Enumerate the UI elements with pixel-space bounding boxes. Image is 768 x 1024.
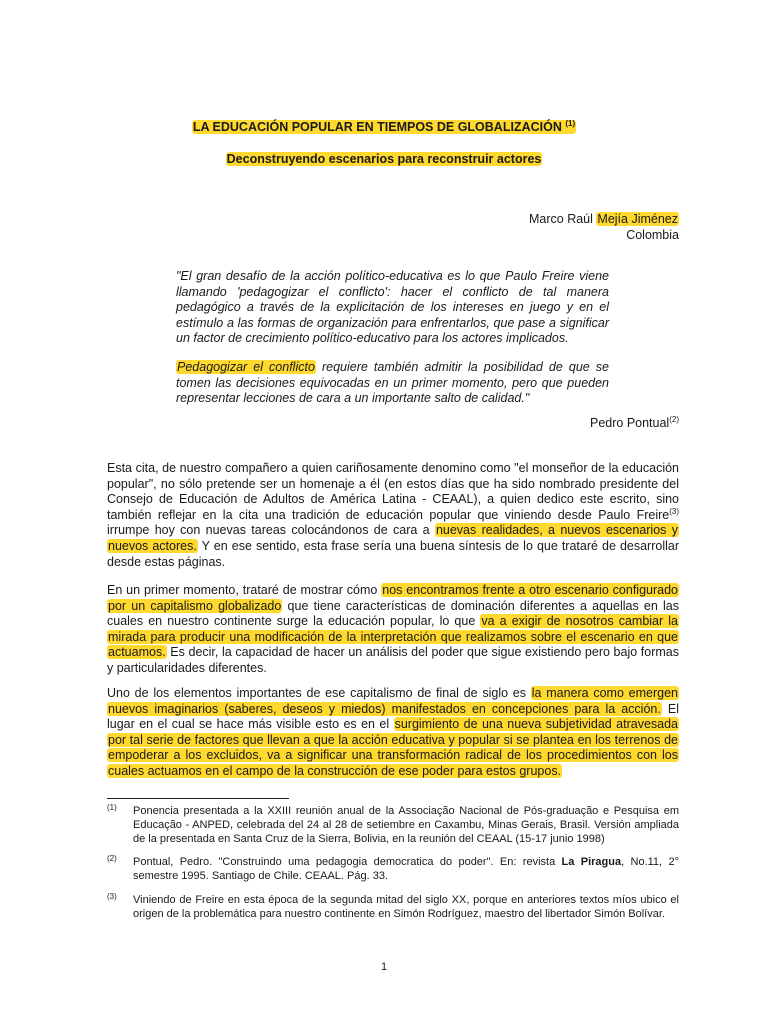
title-text: LA EDUCACIÓN POPULAR EN TIEMPOS DE GLOBALIZACIÓN <box>192 120 562 134</box>
author-block <box>529 211 679 243</box>
footnote-2-text-b: , No.11, 2° semestre 1995. Santiago de Chile. CEAAL. Pág. 33. <box>133 856 679 882</box>
epigraph-highlight: Pedagogizar el conflicto <box>177 360 315 374</box>
footnote-2-journal: La Piragua <box>561 856 622 868</box>
epigraph-paragraph-1: "El gran desafío de la acción político-educativa es lo que Paulo Freire viene llamando 'pedagogizar el conflicto': hacer el conflicto de tal manera pedagógico a través de la explicitación de los intereses en juego y en el estímulo a las formas de organización para enfrentarlos, que pase a significar un factor de crecimiento político-educativo para los actores implicados. <box>176 269 609 345</box>
p2-text-c: Es decir, la capacidad de hacer un análisis del poder que sigue existiendo pero bajo formas y particularidades diferentes. <box>107 645 679 675</box>
epigraph-author <box>590 416 679 430</box>
footnote-3 <box>107 893 679 921</box>
p2-text-b: que tiene características de dominación diferentes a aquellas en las cuales en nuestro continente surge la educación popular, lo que <box>107 598 679 629</box>
p3-text-b: El lugar en el cual se hace más visible esto es en el <box>107 701 679 732</box>
footnote-1 <box>107 804 679 846</box>
footnote-3-text: Viniendo de Freire en esta época de la segunda mitad del siglo XX, porque en anteriores textos míos ubico el origen de la problemática para nuestro continente en Simón Rodríguez, maestro del libertador Simón Bolívar. <box>133 894 679 920</box>
footnote-1-text: Ponencia presentada a la XXIII reunión anual de la Associação Nacional de Pós-graduação e Pesquisa em Educação - ANPED, celebrada del 24 al 28 de setiembre en Caxambu, Minas Gerais, Brasil. Versión ampliada de la presentada en Santa Cruz de la Sierra, Bolivia, en la reunión del CEAAL (15-17 junio 1998) <box>133 805 679 845</box>
page-number: 1 <box>380 961 388 973</box>
author-name <box>529 211 679 227</box>
epigraph-author-name: Pedro Pontual <box>589 416 670 430</box>
footnote-2-text <box>133 855 679 883</box>
p3-highlight-1: la manera como emergen nuevos imaginarios (saberes, deseos y miedos) manifestados en concepciones para la acción. <box>108 686 679 716</box>
p2-highlight-2: va a exigir de nosotros cambiar la mirada para producir una modificación de la interpretación que realizamos sobre el escenario en que actuamos. <box>108 614 678 660</box>
footnote-2 <box>107 855 679 883</box>
document-title <box>0 120 768 134</box>
title-highlight <box>192 120 576 134</box>
epigraph-paragraph-2 <box>176 360 609 407</box>
footnote-divider <box>107 798 289 799</box>
p2-text-a: En un primer momento, trataré de mostrar cómo <box>107 583 382 597</box>
p1-text-b: irrumpe hoy con nuevas tareas colocándonos de cara a <box>107 523 435 538</box>
body-paragraph-2 <box>107 583 679 677</box>
footnote-1-mark: (1) <box>107 803 117 812</box>
p3-text-a: Uno de los elementos importantes de ese capitalismo de final de siglo es <box>107 686 531 700</box>
footnote-3-mark: (3) <box>107 892 117 901</box>
title-footnote-ref[interactable]: (1) <box>565 118 576 128</box>
footnote-2-mark: (2) <box>107 854 117 863</box>
author-country: Colombia <box>626 228 679 242</box>
document-subtitle <box>0 152 768 166</box>
p1-highlight: nuevas realidades, a nuevos escenarios y nuevos actores. <box>108 523 678 553</box>
author-given-name: Marco Raúl <box>529 212 593 226</box>
p1-text-a: Esta cita, de nuestro compañero a quien cariñosamente denomino como "el monseñor de la educación popular", no sólo pretende ser un homenaje a él (en estos días que ha sido nombrado presidente del Consejo de Educación de Adultos de América Latina - CEAAL), a quien dedico este escrito, sino también reflejar en la cita una tradición de educación popular que viniendo desde Paulo Freire <box>107 461 679 522</box>
body-paragraph-1 <box>107 461 679 570</box>
author-surname: Mejía Jiménez <box>597 212 678 226</box>
p2-highlight-1: nos encontramos frente a otro escenario configurado por un capitalismo globalizado <box>108 583 678 613</box>
p1-footnote-ref[interactable]: (3) <box>669 506 679 516</box>
footnote-2-text-a: Pontual, Pedro. "Construindo uma pedagogia democratica do poder". En: revista <box>133 856 562 868</box>
epigraph-text: requiere también admitir la posibilidad de que se tomen las decisiones equivocadas en un primer momento, pero que pueden representar lecciones de cara a un importante salto de calidad." <box>176 360 609 405</box>
subtitle-text: Deconstruyendo escenarios para reconstruir actores <box>226 152 542 166</box>
p3-highlight-2: surgimiento de una nueva subjetividad atravesada por tal serie de factores que llevan a que la acción educativa y popular si se plantea en los terrenos de empoderar a los excluidos, va a significar una transformación radical de los procedimientos con los cuales actuamos en el campo de la construcción de ese poder para estos grupos. <box>108 717 679 778</box>
epigraph-footnote-ref[interactable]: (2) <box>669 414 679 424</box>
body-paragraph-3 <box>107 686 679 780</box>
p1-text-c: Y en ese sentido, esta frase sería una buena síntesis de lo que trataré de desarrollar desde estas páginas. <box>107 538 680 569</box>
